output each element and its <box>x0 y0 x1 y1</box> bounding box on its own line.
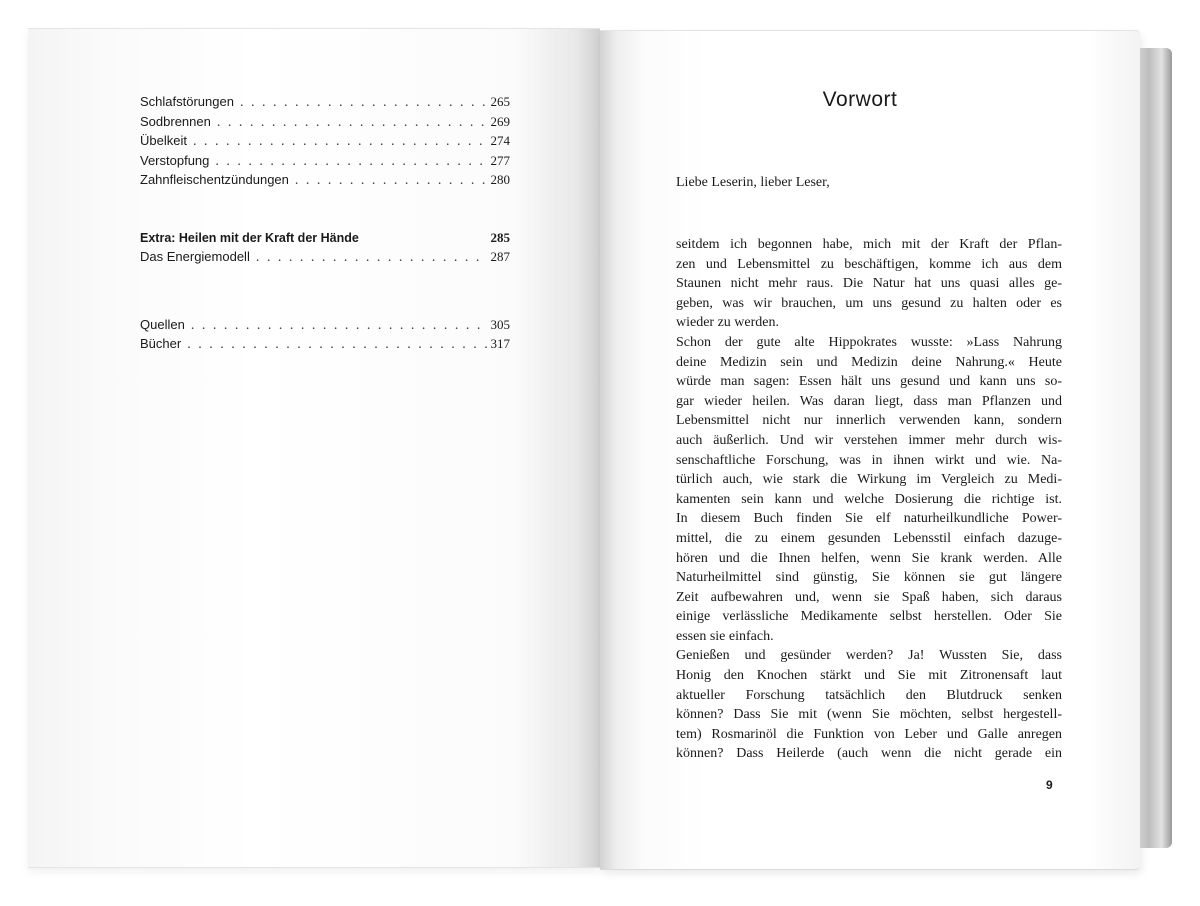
toc-entry-page: 280 <box>490 172 510 187</box>
text-line: In diesem Buch finden Sie elf naturheilkundliche Power- <box>676 511 1062 527</box>
toc-entry-schlafstoerungen <box>140 92 510 112</box>
toc-entry-label: Zahnfleischentzündungen <box>140 172 289 187</box>
chapter-title: Vorwort <box>822 88 898 111</box>
toc-entry-label: Übelkeit <box>140 133 187 148</box>
toc-entry-label: Das Energiemodell <box>140 249 250 264</box>
text-line: seitdem ich begonnen habe, mich mit der Kraft der Pflan- <box>676 237 1062 252</box>
text-line: kamenten sein kann und welche Dosierung die richtige ist. <box>676 491 1062 507</box>
text-line: senschaftliche Forschung, was in ihnen wirkt und wie. Na- <box>676 452 1062 468</box>
text-line: zen und Lebensmittel zu beschäftigen, komme ich aus dem <box>676 256 1062 272</box>
toc-spacer <box>140 190 510 228</box>
text-line: können? Dass Sie mit (wenn Sie möchten, selbst hergestell- <box>676 707 1062 723</box>
toc-entry-label: Quellen <box>140 316 185 332</box>
text-line: Naturheilmittel sind günstig, Sie können sie gut längere <box>676 570 1062 586</box>
toc-entry-buecher <box>140 334 510 354</box>
preface-body <box>676 235 1062 764</box>
text-line: Honig den Knochen stärkt und Sie mit Zitronensaft laut <box>676 668 1062 684</box>
text-line: aktueller Forschung tatsächlich den Blutdruck senken <box>676 687 1062 703</box>
toc-leader-dots <box>217 113 487 132</box>
table-of-contents <box>140 92 510 354</box>
toc-entry-page: 274 <box>490 133 510 148</box>
text-line: Zeit aufbewahren und, wenn sie Spaß haben, sich daraus <box>676 589 1062 605</box>
toc-leader-dots <box>295 171 487 190</box>
toc-entry-label: Verstopfung <box>140 152 210 168</box>
toc-leader-dots <box>256 248 487 267</box>
text-line: essen sie einfach. <box>676 628 774 644</box>
text-line: Staunen nicht mehr raus. Die Natur hat uns quasi alles ge- <box>676 276 1062 292</box>
text-line: mittel, die zu einem gesunden Lebensstil einfach dazuge- <box>676 530 1062 546</box>
toc-leader-dots <box>187 335 486 354</box>
text-line: tem) Rosmarinöl die Funktion von Leber und Galle anregen <box>676 726 1062 742</box>
text-line: deine Medizin sein und Medizin deine Nahrung.« Heute <box>676 354 1062 370</box>
text-line: Schon der gute alte Hippokrates wusste: »Lass Nahrung <box>676 334 1062 350</box>
toc-extra-page: 285 <box>490 229 510 245</box>
salutation: Liebe Leserin, lieber Leser, <box>676 175 830 190</box>
text-line: Genießen und gesünder werden? Ja! Wussten Sie, dass <box>676 648 1062 664</box>
toc-entry-page: 287 <box>490 249 510 264</box>
toc-entry-energiemodell <box>140 247 510 267</box>
text-line: gar wieder heilen. Was daran liegt, dass man Pflanzen und <box>676 393 1062 409</box>
toc-extra-chapter <box>140 228 510 248</box>
text-line: wieder zu werden. <box>676 315 780 331</box>
toc-entry-label: Bücher <box>140 336 182 351</box>
text-line: würde man sagen: Essen hält uns gesund und kann uns so- <box>676 374 1062 390</box>
text-line: können? Dass Heilerde (auch wenn die nicht gerade ein <box>676 746 1062 762</box>
toc-entry-page: 265 <box>490 94 510 109</box>
toc-entry-page: 317 <box>490 336 510 351</box>
text-line: türlich auch, wie stark die Wirkung im Vergleich zu Medi- <box>676 472 1062 488</box>
toc-entry-quellen <box>140 315 510 335</box>
page-number: 9 <box>1046 778 1053 792</box>
toc-entry-sodbrennen <box>140 112 510 132</box>
toc-extra-label: Extra: Heilen mit der Kraft der Hände <box>140 230 359 245</box>
text-line: einige verlässliche Medikamente selbst herstellen. Oder Sie <box>676 609 1062 625</box>
toc-leader-dots <box>215 152 486 171</box>
toc-entry-label: Sodbrennen <box>140 113 211 129</box>
text-line: Lebensmittel nicht nur innerlich verwenden kann, sondern <box>676 413 1062 429</box>
text-line: hören und die Ihnen helfen, wenn Sie krank werden. Alle <box>676 550 1062 566</box>
toc-entry-page: 305 <box>490 316 510 332</box>
text-line: geben, was wir brauchen, um uns gesund zu halten oder es <box>676 295 1062 311</box>
toc-spacer <box>140 267 510 315</box>
toc-entry-verstopfung <box>140 151 510 171</box>
toc-entry-zahnfleischentzuendungen <box>140 170 510 190</box>
text-line: auch äußerlich. Und wir verstehen immer mehr durch wis- <box>676 432 1062 448</box>
toc-entry-page: 277 <box>490 152 510 168</box>
toc-entry-uebelkeit <box>140 131 510 151</box>
toc-leader-dots <box>193 132 487 151</box>
toc-entry-label: Schlafstörungen <box>140 94 234 109</box>
toc-entry-page: 269 <box>490 113 510 129</box>
toc-leader-dots <box>240 93 487 112</box>
toc-leader-dots <box>191 316 487 335</box>
